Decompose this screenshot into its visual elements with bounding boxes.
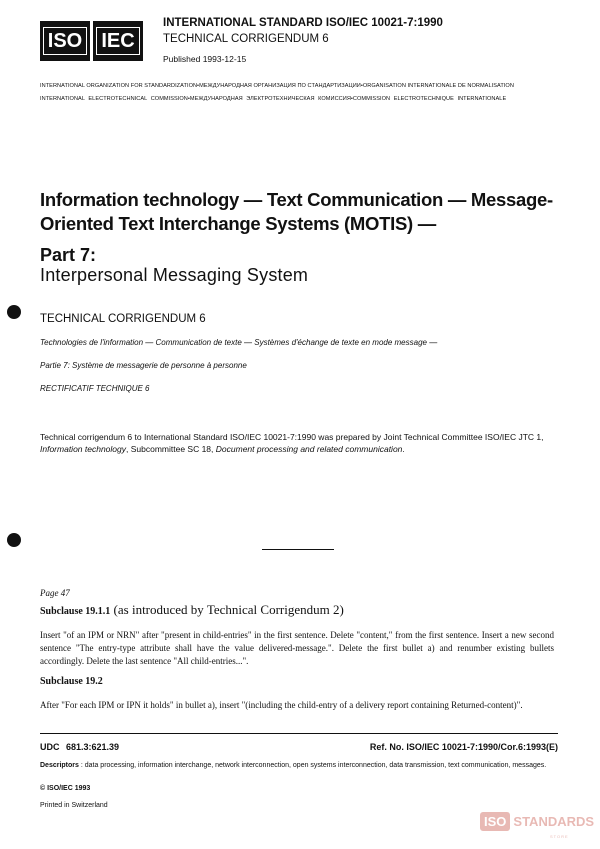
watermark-box: ISO bbox=[480, 812, 510, 831]
printed-in: Printed in Switzerland bbox=[40, 802, 108, 809]
punch-hole-mark bbox=[7, 533, 21, 547]
org-line-iso: INTERNATIONAL ORGANIZATION FOR STANDARDIZATION•МЕЖДУНАРОДНАЯ ОРГАНИЗАЦИЯ ПО СТАНДАРТИЗАЦИИ•ORGANISATION INTERNATIONALE DE NORMALISATION bbox=[40, 83, 514, 89]
copyright: © ISO/IEC 1993 bbox=[40, 785, 91, 792]
intro-paragraph: Technical corrigendum 6 to International Standard ISO/IEC 10021-7:1990 was prepared by Joint Technical Committee ISO/IEC JTC 1, Information technology, Subcommittee SC 18, Document processing and related communication. bbox=[40, 432, 544, 454]
french-part: Partie 7: Système de messagerie de personne à personne bbox=[40, 361, 247, 370]
part-number: Part 7: bbox=[40, 245, 97, 265]
udc-number: UDC 681.3:621.39 bbox=[40, 742, 120, 752]
divider bbox=[262, 549, 334, 550]
subclause-text: After "For each IPM or IPN it holds" in bullet a), insert "(including the child-entry of a delivery report containing Returned-content)". bbox=[40, 700, 523, 710]
watermark-store: STORE bbox=[550, 834, 569, 839]
standard-title: INTERNATIONAL STANDARD ISO/IEC 10021-7:1990 bbox=[163, 17, 443, 29]
french-title: Technologies de l'information — Communication de texte — Systèmes d'échange de texte en mode message — bbox=[40, 338, 438, 347]
french-corrigendum: RECTIFICATIF TECHNIQUE 6 bbox=[40, 384, 150, 393]
title-line-2: Oriented Text Interchange Systems (MOTIS) — bbox=[40, 213, 436, 234]
subclause-heading: Subclause 19.1.1 (as introduced by Technical Corrigendum 2) bbox=[40, 602, 344, 617]
published-date: Published 1993-12-15 bbox=[163, 54, 247, 64]
document-title bbox=[40, 188, 580, 236]
part-name: Interpersonal Messaging System bbox=[40, 265, 309, 285]
iso-logo: ISO bbox=[40, 21, 90, 61]
reference-number: Ref. No. ISO/IEC 10021-7:1990/Cor.6:1993(E) bbox=[369, 742, 558, 752]
watermark-text: STANDARDS bbox=[513, 814, 595, 829]
corrigendum-title: TECHNICAL CORRIGENDUM 6 bbox=[163, 33, 329, 45]
punch-hole-mark bbox=[7, 305, 21, 319]
page-reference: Page 47 bbox=[40, 588, 70, 598]
iso-iec-logo bbox=[40, 21, 143, 61]
footer-divider bbox=[40, 733, 558, 734]
org-line-iec: INTERNATIONAL ELECTROTECHNICAL COMMISSION•МЕЖДУНАРОДНАЯ ЭЛЕКТРОТЕХНИЧЕСКАЯ КОМИССИЯ•COMMISSION ELECTROTECHNIQUE INTERNATIONALE bbox=[40, 96, 507, 102]
iec-logo: IEC bbox=[93, 21, 143, 61]
descriptors: Descriptors : data processing, information interchange, network interconnection, open systems interconnection, data transmission, text communication, messages. bbox=[40, 762, 547, 769]
subclause-heading: Subclause 19.2 bbox=[40, 676, 103, 687]
title-line-1: Information technology — Text Communication — Message- bbox=[40, 189, 553, 210]
watermark-logo bbox=[480, 812, 594, 831]
corrigendum-label: TECHNICAL CORRIGENDUM 6 bbox=[40, 313, 206, 325]
subclause-text: Insert "of an IPM or NRN" after "present in child-entries" in the first sentence. Delete "content," from the first sentence. Insert a new second sentence "The entry-type attribute shall have the value delivered-message.". Delete the first bullet a) and renumber existing bullets accordingly. Delete the last sentence "All child-entries...". bbox=[40, 630, 554, 666]
